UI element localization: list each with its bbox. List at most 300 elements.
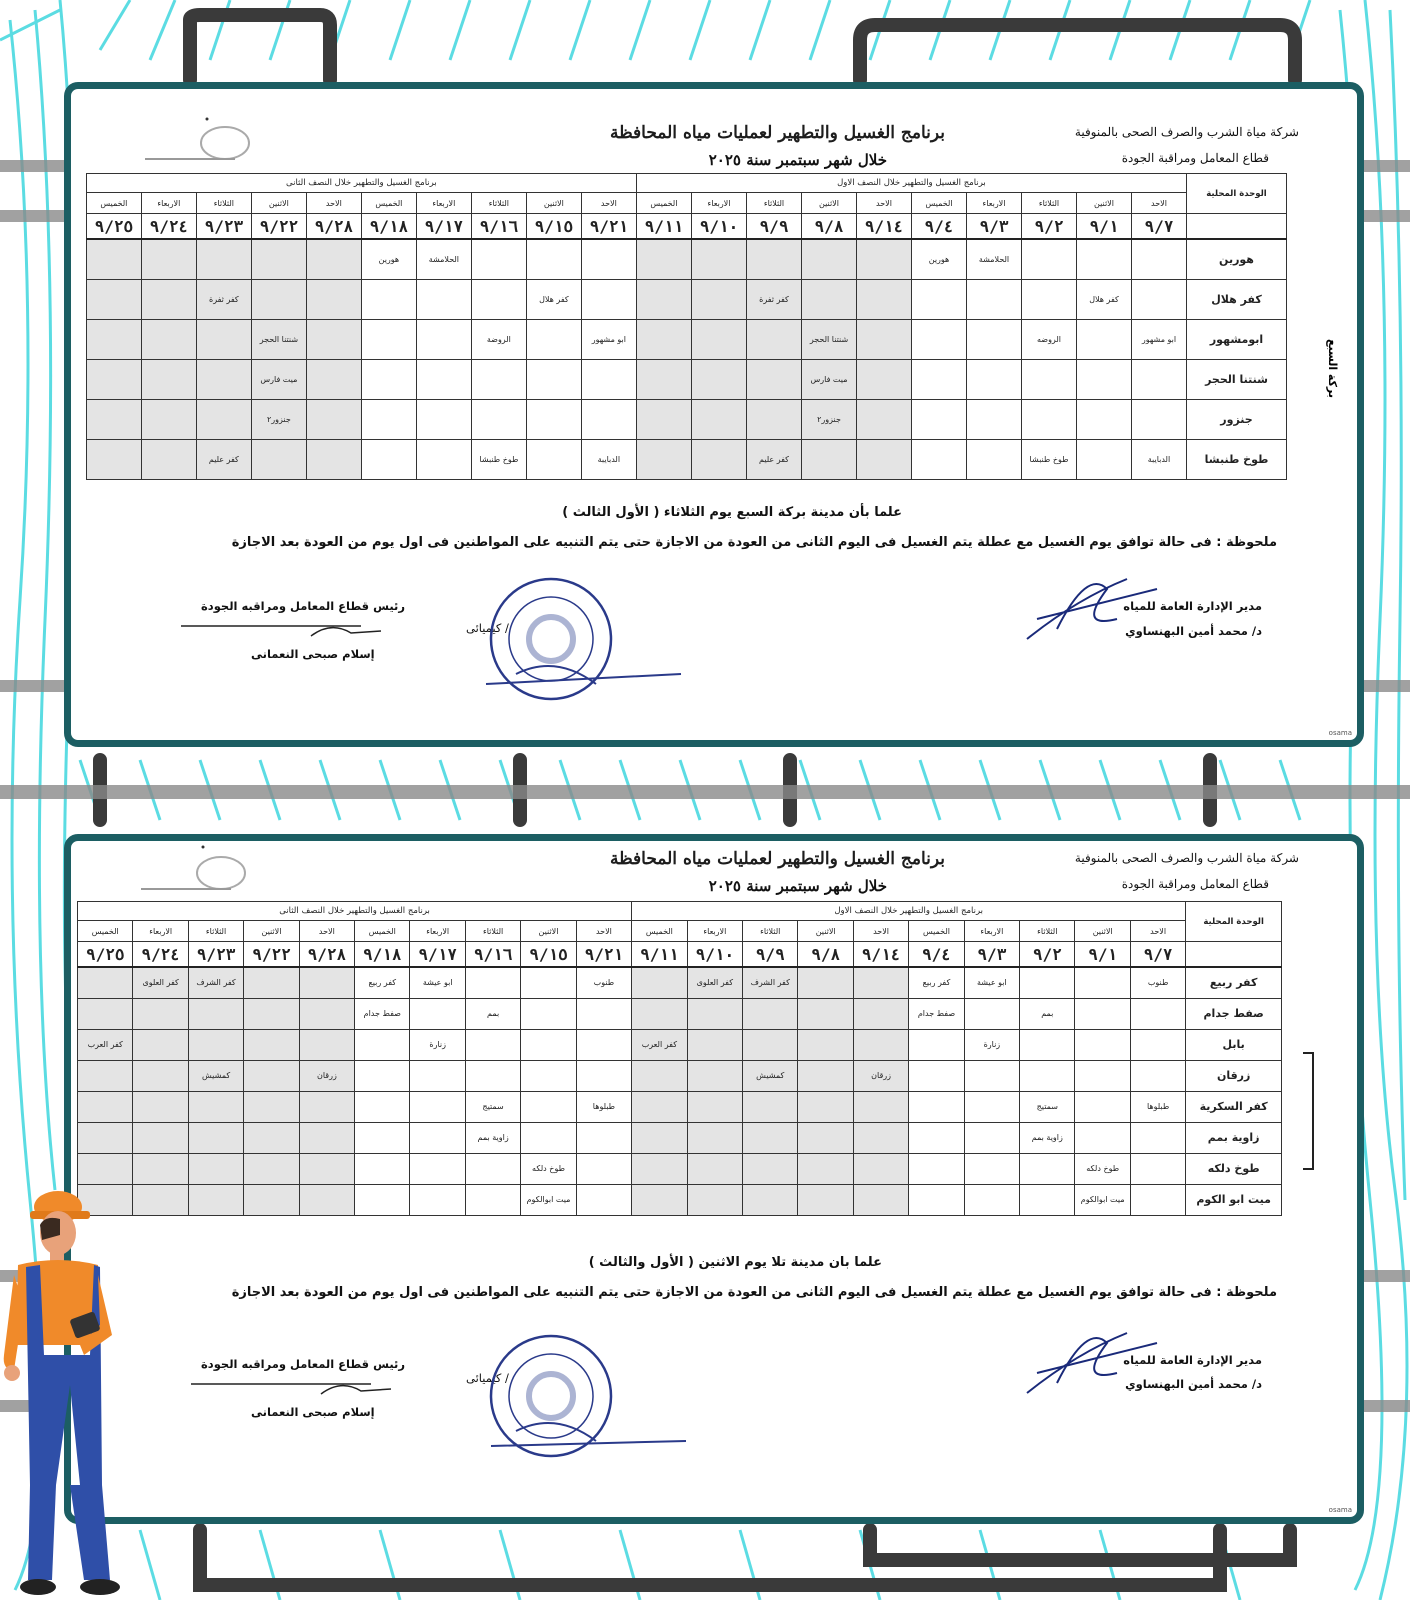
schedule-cell (410, 1122, 465, 1153)
schedule-cell (188, 1184, 243, 1215)
handwritten-signature-icon (191, 1369, 411, 1409)
date-header: ٩/١١ (636, 214, 691, 240)
day-header: الاثنين (1077, 193, 1132, 214)
schedule-cell (141, 239, 196, 279)
schedule-cell (743, 1153, 798, 1184)
schedule-cell (355, 1122, 410, 1153)
schedule-cell (188, 1153, 243, 1184)
table-row (86, 279, 1286, 319)
schedule-cell (196, 279, 251, 319)
schedule-cell (576, 1060, 631, 1091)
schedule-cell (410, 1091, 465, 1122)
schedule-cell (857, 319, 912, 359)
schedule-cell (1132, 359, 1187, 399)
day-header: الخميس (86, 193, 141, 214)
schedule-cell (853, 998, 908, 1029)
day-header: الاربعاء (141, 193, 196, 214)
schedule-cell (471, 359, 526, 399)
schedule-cell (798, 1122, 853, 1153)
date-header: ٩/١٨ (355, 942, 410, 968)
schedule-cell (912, 279, 967, 319)
village-name: بمم (487, 1009, 500, 1018)
date-header: ٩/٢١ (576, 942, 631, 968)
date-header: ٩/١٦ (471, 214, 526, 240)
schedule-cell (687, 1029, 742, 1060)
schedule-cell (78, 1091, 133, 1122)
village-name: طوخ طنبشا (1029, 454, 1069, 464)
village-name: شنتنا الحجر (809, 334, 849, 344)
schedule-table (86, 173, 1287, 480)
schedule-cell (465, 1029, 520, 1060)
schedule-cell (909, 998, 964, 1029)
day-header: الاربعاء (133, 921, 188, 942)
schedule-cell (196, 319, 251, 359)
schedule-cell (967, 399, 1022, 439)
bracket-icon (1301, 1051, 1315, 1171)
village-name: هورين (378, 254, 400, 264)
date-header: ٩/٧ (1130, 942, 1185, 968)
schedule-cell (632, 1060, 688, 1091)
schedule-cell (1020, 1122, 1075, 1153)
day-header: الاثنين (521, 921, 576, 942)
schedule-cell (1077, 319, 1132, 359)
date-header: ٩/٢ (1022, 214, 1077, 240)
schedule-cell (410, 967, 465, 998)
sector-name: قطاع المعامل ومراقبة الجودة (1121, 151, 1269, 165)
date-header: ٩/٢٤ (141, 214, 196, 240)
schedule-cell (299, 1091, 354, 1122)
chemist-label: كيميائى / (466, 621, 509, 635)
unit-header: الوحدة المحلية (1186, 902, 1282, 942)
schedule-cell (1075, 1122, 1130, 1153)
schedule-cell (964, 1153, 1019, 1184)
table-row (86, 439, 1286, 479)
schedule-cell (521, 1029, 576, 1060)
schedule-cell (964, 1060, 1019, 1091)
schedule-cell (1075, 998, 1130, 1029)
schedule-cell (743, 1122, 798, 1153)
village-name: كفر العلوى (696, 978, 734, 988)
unit-name: بابل (1186, 1029, 1282, 1060)
schedule-cell (251, 239, 306, 279)
schedule-cell (1020, 1029, 1075, 1060)
date-header: ٩/١٠ (692, 214, 747, 240)
schedule-cell (526, 319, 581, 359)
schedule-cell (632, 1122, 688, 1153)
schedule-cell (967, 239, 1022, 279)
schedule-cell (581, 359, 636, 399)
village-name: طنوب (1147, 978, 1169, 988)
schedule-cell (251, 399, 306, 439)
schedule-cell (141, 279, 196, 319)
schedule-cell (86, 399, 141, 439)
village-name: سمتيج (482, 1102, 504, 1111)
remark: ملحوظة : فى حالة توافق يوم الغسيل مع عطلة يتم الغسيل فى اليوم الثانى من العودة من الاجازة حتى يتم التنبيه على المواطنين فى اول يوم من العودة بعد الاجازة (231, 535, 1277, 550)
schedule-cell (251, 439, 306, 479)
schedule-cell (133, 1060, 188, 1091)
table-row (86, 399, 1286, 439)
unit-name: ميت ابو الكوم (1186, 1184, 1282, 1215)
corner-code: osama (1328, 1506, 1352, 1514)
schedule-cell (196, 239, 251, 279)
schedule-cell (967, 439, 1022, 479)
date-header: ٩/١ (1077, 214, 1132, 240)
schedule-cell (244, 1091, 299, 1122)
schedule-cell (636, 279, 691, 319)
schedule-cell (355, 967, 410, 998)
unit-name: كفر ربيع (1186, 967, 1282, 998)
date-header: ٩/٢١ (581, 214, 636, 240)
schedule-cell (521, 998, 576, 1029)
schedule-cell (1130, 1184, 1185, 1215)
schedule-cell (1132, 279, 1187, 319)
schedule-cell (692, 399, 747, 439)
date-header: ٩/٩ (743, 942, 798, 968)
date-blank (1186, 942, 1282, 968)
village-name: كفر ثفرة (759, 294, 789, 304)
village-name: طبلوها (592, 1102, 616, 1111)
village-name: ميت فارس (260, 374, 298, 384)
village-name: طوخ طنبشا (479, 454, 519, 464)
document-title: برنامج الغسيل والتطهير لعمليات مياه المحافظة (609, 849, 945, 869)
schedule-cell (1020, 967, 1075, 998)
schedule-cell (306, 239, 361, 279)
schedule-cell (196, 399, 251, 439)
schedule-cell (1020, 1091, 1075, 1122)
schedule-cell (299, 1122, 354, 1153)
village-name: كفر الشرف (750, 978, 790, 988)
schedule-cell (1130, 1029, 1185, 1060)
day-header: الخميس (78, 921, 133, 942)
schedule-cell (853, 967, 908, 998)
schedule-cell (912, 439, 967, 479)
schedule-cell (471, 439, 526, 479)
village-name: جنزور٢ (266, 414, 291, 424)
schedule-cell (1130, 1060, 1185, 1091)
village-name: زرقان (871, 1071, 891, 1080)
schedule-cell (1022, 279, 1077, 319)
schedule-cell (133, 1153, 188, 1184)
schedule-document-barkat-elsabaa (64, 82, 1364, 747)
date-header: ٩/١٧ (416, 214, 471, 240)
schedule-cell (1020, 1184, 1075, 1215)
date-header: ٩/٣ (964, 942, 1019, 968)
village-name: الدبايبة (1147, 454, 1171, 464)
village-name: جنزور٢ (817, 414, 841, 424)
region-label: بركة السبع (1326, 339, 1339, 398)
day-header: الخميس (355, 921, 410, 942)
schedule-cell (86, 359, 141, 399)
village-name: ابو عيشة (977, 978, 1007, 988)
village-name: كفر العلوى (142, 978, 179, 988)
schedule-cell (133, 1091, 188, 1122)
schedule-cell (1130, 1153, 1185, 1184)
schedule-cell (747, 279, 802, 319)
schedule-cell (526, 239, 581, 279)
schedule-cell (244, 1060, 299, 1091)
schedule-cell (244, 998, 299, 1029)
table-row (86, 359, 1286, 399)
schedule-cell (853, 1060, 908, 1091)
schedule-cell (802, 279, 857, 319)
schedule-cell (632, 998, 688, 1029)
schedule-cell (1022, 399, 1077, 439)
village-name: كفر العرب (641, 1040, 678, 1049)
schedule-cell (1077, 399, 1132, 439)
first-half-header: برنامج الغسيل والتطهير خلال النصف الاول (636, 174, 1186, 193)
schedule-cell (306, 359, 361, 399)
date-header: ٩/٢٨ (299, 942, 354, 968)
village-name: سمتيج (1036, 1102, 1058, 1111)
schedule-cell (465, 1153, 520, 1184)
schedule-cell (636, 319, 691, 359)
unit-name: جنزور (1187, 399, 1287, 439)
schedule-cell (1077, 359, 1132, 399)
village-name: الروضه (1036, 334, 1062, 344)
day-header: الثلاثاء (465, 921, 520, 942)
village-name: صفط جدام (917, 1009, 956, 1018)
date-header: ٩/٢٢ (251, 214, 306, 240)
signature-icon (1017, 559, 1167, 649)
schedule-cell (355, 1091, 410, 1122)
schedule-cell (355, 1184, 410, 1215)
schedule-cell (521, 967, 576, 998)
schedule-cell (244, 1122, 299, 1153)
village-name: كفر العرب (87, 1040, 123, 1049)
village-name: طبلوها (1146, 1102, 1170, 1111)
village-name: ابو مشهور (591, 334, 626, 344)
schedule-cell (244, 1153, 299, 1184)
day-header: الاحد (576, 921, 631, 942)
date-blank (1187, 214, 1287, 240)
worker-illustration-icon (0, 1185, 150, 1600)
schedule-cell (526, 399, 581, 439)
schedule-cell (857, 439, 912, 479)
date-header: ٩/١ (1075, 942, 1130, 968)
schedule-cell (636, 399, 691, 439)
schedule-cell (798, 1153, 853, 1184)
schedule-cell (576, 1029, 631, 1060)
schedule-cell (581, 399, 636, 439)
official-stamp-icon (476, 574, 706, 714)
schedule-cell (1130, 1091, 1185, 1122)
schedule-cell (78, 967, 133, 998)
date-header: ٩/١٧ (410, 942, 465, 968)
official-stamp-icon (471, 1331, 701, 1471)
schedule-cell (802, 359, 857, 399)
day-header: الاربعاء (692, 193, 747, 214)
unit-name: ابومشهور (1187, 319, 1287, 359)
schedule-cell (141, 319, 196, 359)
schedule-cell (1022, 239, 1077, 279)
schedule-cell (521, 1060, 576, 1091)
schedule-cell (909, 1060, 964, 1091)
unit-name: طوخ طنبشا (1187, 439, 1287, 479)
schedule-cell (802, 239, 857, 279)
schedule-cell (743, 1184, 798, 1215)
schedule-cell (306, 399, 361, 439)
date-header: ٩/١٨ (361, 214, 416, 240)
day-header: الثلاثاء (196, 193, 251, 214)
schedule-cell (636, 359, 691, 399)
schedule-cell (1130, 1122, 1185, 1153)
village-name: الدبايبة (597, 454, 621, 464)
schedule-cell (632, 1029, 688, 1060)
schedule-cell (141, 439, 196, 479)
day-header: الاثنين (798, 921, 853, 942)
schedule-cell (747, 399, 802, 439)
schedule-cell (909, 1153, 964, 1184)
village-name: ابو عيشة (422, 978, 453, 988)
day-header: الثلاثاء (1022, 193, 1077, 214)
schedule-cell (853, 1029, 908, 1060)
schedule-cell (355, 1153, 410, 1184)
village-name: ميت ابوالكوم (526, 1195, 571, 1204)
schedule-cell (1077, 239, 1132, 279)
schedule-cell (1077, 439, 1132, 479)
schedule-cell (798, 967, 853, 998)
date-header: ٩/١٦ (465, 942, 520, 968)
schedule-cell (798, 1184, 853, 1215)
schedule-cell (465, 967, 520, 998)
day-header: الاربعاء (964, 921, 1019, 942)
company-name: شركة مياة الشرب والصرف الصحى بالمنوفية (1074, 851, 1299, 865)
schedule-cell (416, 239, 471, 279)
schedule-cell (857, 279, 912, 319)
schedule-cell (687, 1091, 742, 1122)
schedule-document-tala (64, 834, 1364, 1524)
village-name: كفر ثفرة (209, 294, 239, 304)
village-name: كفر ربيع (922, 978, 951, 988)
day-header: الاحد (1132, 193, 1187, 214)
day-header: الثلاثاء (747, 193, 802, 214)
schedule-cell (1022, 359, 1077, 399)
schedule-cell (581, 279, 636, 319)
date-header: ٩/٢٣ (196, 214, 251, 240)
schedule-cell (909, 1029, 964, 1060)
schedule-cell (416, 319, 471, 359)
left-signatory-title: مدير الإدارة العامة للمياه (1123, 599, 1262, 613)
date-header: ٩/١٥ (521, 942, 576, 968)
second-half-header: برنامج الغسيل والتطهير خلال النصف الثانى (86, 174, 636, 193)
schedule-cell (471, 279, 526, 319)
village-name: زاوية بمم (1031, 1133, 1063, 1142)
schedule-cell (465, 1122, 520, 1153)
date-header: ٩/٨ (802, 214, 857, 240)
schedule-cell (743, 998, 798, 1029)
schedule-cell (687, 1153, 742, 1184)
village-name: كفر هلال (1089, 294, 1119, 304)
schedule-cell (86, 239, 141, 279)
schedule-cell (909, 1184, 964, 1215)
schedule-cell (1075, 1091, 1130, 1122)
date-header: ٩/١١ (632, 942, 688, 968)
schedule-cell (188, 1029, 243, 1060)
schedule-cell (1132, 319, 1187, 359)
table-row (86, 319, 1286, 359)
day-header: الاربعاء (967, 193, 1022, 214)
schedule-cell (251, 319, 306, 359)
schedule-cell (410, 1029, 465, 1060)
schedule-cell (299, 1060, 354, 1091)
schedule-cell (632, 1091, 688, 1122)
date-header: ٩/٢٢ (244, 942, 299, 968)
schedule-cell (1075, 1153, 1130, 1184)
schedule-cell (692, 359, 747, 399)
schedule-cell (967, 279, 1022, 319)
remark: ملحوظة : فى حالة توافق يوم الغسيل مع عطلة يتم الغسيل فى اليوم الثانى من العودة من الاجازة حتى يتم التنبيه على المواطنين فى اول يوم من العودة بعد الاجازة (231, 1285, 1277, 1300)
table-row (78, 1029, 1282, 1060)
date-header: ٩/٣ (967, 214, 1022, 240)
schedule-cell (853, 1091, 908, 1122)
schedule-cell (141, 359, 196, 399)
day-header: الخميس (361, 193, 416, 214)
table-row (78, 998, 1282, 1029)
schedule-cell (78, 1122, 133, 1153)
schedule-cell (967, 359, 1022, 399)
corner-code: osama (1328, 729, 1352, 737)
second-half-header: برنامج الغسيل والتطهير خلال النصف الثانى (78, 902, 632, 921)
village-name: شنتنا الحجر (259, 334, 299, 344)
schedule-cell (244, 1184, 299, 1215)
schedule-cell (188, 967, 243, 998)
village-name: كفر الشرف (196, 978, 236, 988)
schedule-cell (306, 279, 361, 319)
village-name: كمشيش (201, 1071, 231, 1080)
day-header: الثلاثاء (743, 921, 798, 942)
table-row (86, 239, 1286, 279)
schedule-cell (687, 1122, 742, 1153)
date-header: ٩/١٠ (687, 942, 742, 968)
day-header: الاثنين (251, 193, 306, 214)
schedule-cell (632, 1153, 688, 1184)
day-header: الاحد (306, 193, 361, 214)
table-row (78, 1153, 1282, 1184)
schedule-cell (465, 998, 520, 1029)
village-name: الحلامشة (978, 254, 1010, 264)
village-name: ابو مشهور (1141, 334, 1177, 344)
unit-name: زاوية بمم (1186, 1122, 1282, 1153)
schedule-cell (196, 439, 251, 479)
schedule-cell (1075, 1029, 1130, 1060)
schedule-cell (1132, 439, 1187, 479)
schedule-cell (802, 399, 857, 439)
schedule-table (77, 901, 1282, 1216)
schedule-cell (526, 359, 581, 399)
schedule-cell (798, 1029, 853, 1060)
document-title: برنامج الغسيل والتطهير لعمليات مياه المحافظة (609, 123, 945, 143)
schedule-cell (299, 1153, 354, 1184)
schedule-cell (743, 1060, 798, 1091)
handwritten-signature-icon (181, 611, 401, 651)
unit-name: صفط جدام (1186, 998, 1282, 1029)
day-header: الاربعاء (410, 921, 465, 942)
schedule-cell (78, 1029, 133, 1060)
schedule-cell (465, 1060, 520, 1091)
date-header: ٩/١٥ (526, 214, 581, 240)
schedule-cell (410, 1060, 465, 1091)
day-header: الثلاثاء (1020, 921, 1075, 942)
schedule-cell (1132, 239, 1187, 279)
schedule-cell (299, 998, 354, 1029)
schedule-cell (802, 319, 857, 359)
schedule-cell (299, 967, 354, 998)
schedule-cell (361, 359, 416, 399)
schedule-cell (912, 319, 967, 359)
unit-name: هورين (1187, 239, 1287, 279)
schedule-cell (361, 399, 416, 439)
schedule-cell (355, 1029, 410, 1060)
